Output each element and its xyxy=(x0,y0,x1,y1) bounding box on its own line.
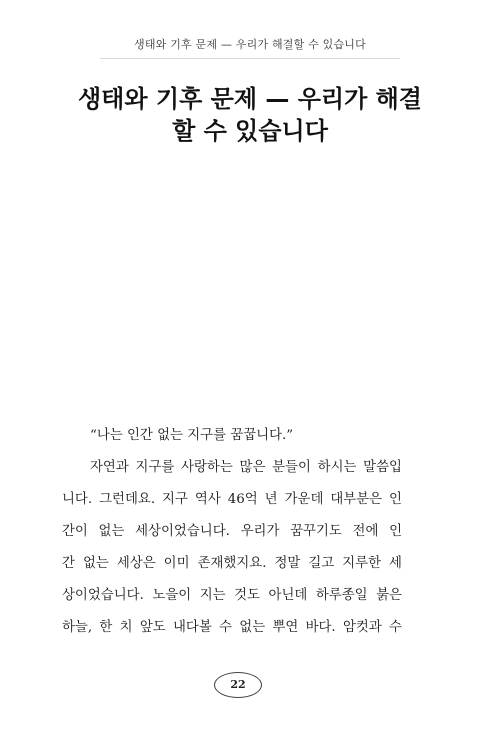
body-text xyxy=(62,420,402,644)
running-header: 생태와 기후 문제 — 우리가 해결할 수 있습니다 xyxy=(134,38,366,51)
body-line: 자연과 지구를 사랑하는 많은 분들이 하시는 말씀입 xyxy=(90,460,402,475)
body-line: 상이었습니다. 노을이 지는 것도 아닌데 하루종일 붉은 xyxy=(62,588,402,603)
header-divider xyxy=(100,58,400,59)
body-line: 간이 없는 세상이었습니다. 우리가 꿈꾸기도 전에 인 xyxy=(62,524,402,539)
body-line: 하늘, 한 치 앞도 내다볼 수 없는 뿌연 바다. 암컷과 수 xyxy=(62,620,402,635)
chapter-title-line-1: 생태와 기후 문제 — 우리가 해결 xyxy=(78,85,422,113)
body-line: 니다. 그런데요. 지구 역사 46억 년 가운데 대부분은 인 xyxy=(62,492,402,507)
page-number: 22 xyxy=(214,672,262,698)
chapter-title-line-2: 할 수 있습니다 xyxy=(172,117,328,145)
body-line-quote: “나는 인간 없는 지구를 꿈꿉니다.” xyxy=(90,428,294,443)
body-line: 간 없는 세상은 이미 존재했지요. 정말 길고 지루한 세 xyxy=(62,556,402,571)
chapter-title xyxy=(40,83,460,147)
